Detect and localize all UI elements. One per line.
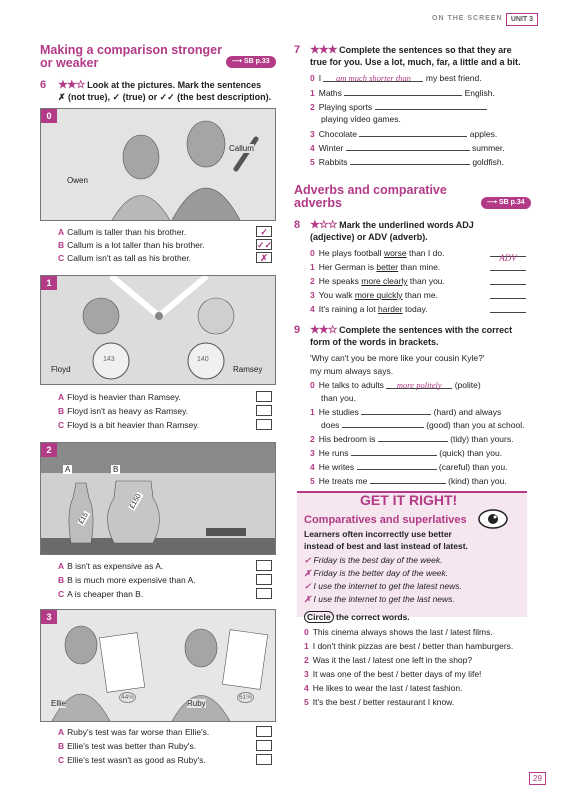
answer-checkbox[interactable]: ✓✓ xyxy=(257,240,273,250)
answer-checkbox[interactable] xyxy=(256,754,272,765)
exercise-item: 4 He writes (careful) than you. xyxy=(310,462,508,472)
option-row: B Ellie's test was better than Ruby's. xyxy=(58,741,197,751)
exercise-item: 5 It's the best / better restaurant I know. xyxy=(304,697,455,707)
exercise-item: 3 You walk more quickly than me. xyxy=(310,290,438,300)
exercise-item: 1 I don't think pizzas are best / better than hamburgers. xyxy=(304,641,514,651)
exercise-item: 1 He studies (hard) and always xyxy=(310,407,502,417)
option-row: C Floyd is a bit heavier than Ramsey. xyxy=(58,420,200,430)
eye-icon xyxy=(478,508,508,530)
example-sentence: ✗ I use the internet to get the last news. xyxy=(304,594,455,604)
panel-number: 1 xyxy=(41,276,57,290)
scale-reading: 143 xyxy=(103,356,115,363)
unit-label: UNIT 3 xyxy=(506,13,538,26)
section-title: Making a comparison stronger or weaker xyxy=(40,43,222,70)
section-title: Adverbs and comparative adverbs xyxy=(294,183,447,210)
option-row: A B isn't as expensive as A. xyxy=(58,561,164,571)
panel-number: 3 xyxy=(41,610,57,624)
section-header-label: ON THE SCREEN xyxy=(432,15,503,22)
answer-blank[interactable] xyxy=(350,156,470,165)
answer-blank[interactable] xyxy=(351,447,437,456)
answer-checkbox[interactable] xyxy=(256,726,272,737)
answer-checkbox[interactable]: ✗ xyxy=(256,252,272,263)
difficulty-stars: ★★☆ xyxy=(58,79,85,91)
picture-panel-1 xyxy=(40,275,276,385)
difficulty-stars: ★☆☆ xyxy=(310,219,337,231)
exercise-item-continued: does (good) than you at school. xyxy=(321,420,525,430)
box-subtitle: Comparatives and superlatives xyxy=(304,514,467,526)
question-number: 9 xyxy=(294,324,301,336)
exercise-item: 0 I am much shorter than my best friend. xyxy=(310,73,482,83)
item-label-a: A xyxy=(65,465,71,474)
sb-reference-badge[interactable]: ⟶ SB p.34 xyxy=(481,197,531,209)
test-score: 44% xyxy=(121,694,135,701)
answer-checkbox[interactable]: ✓ xyxy=(256,226,272,237)
exercise-item: 0 He talks to adults more politely (polite) xyxy=(310,380,481,390)
answer-checkbox[interactable] xyxy=(256,419,272,430)
exercise-item: 1 Her German is better than mine. xyxy=(310,262,441,272)
option-row: A Callum is taller than his brother. xyxy=(58,227,187,237)
exercise-item: 1 Maths English. xyxy=(310,88,495,98)
figure-label: Callum xyxy=(229,144,254,153)
panel-number: 2 xyxy=(41,443,57,457)
option-row: B Floyd isn't as heavy as Ramsey. xyxy=(58,406,189,416)
answer-blank[interactable] xyxy=(346,142,470,151)
example-sentence: ✗ Friday is the better day of the week. xyxy=(304,568,449,578)
answer-blank[interactable] xyxy=(375,101,487,110)
option-row: C Ellie's test wasn't as good as Ruby's. xyxy=(58,755,206,765)
example-sentence: ✓ Friday is the best day of the week. xyxy=(304,555,443,565)
exercise-item: 2 Playing sports xyxy=(310,101,487,113)
exercise-item: 3 It was one of the best / better days of my life! xyxy=(304,669,482,679)
vases-illustration xyxy=(41,443,276,555)
option-row: B B is much more expensive than A. xyxy=(58,575,196,585)
price-tag: £15 xyxy=(77,511,90,526)
answer-blank[interactable] xyxy=(342,419,424,428)
option-row: C A is cheaper than B. xyxy=(58,589,144,599)
exercise-item: 5 Rabbits goldfish. xyxy=(310,157,504,167)
answer-blank[interactable] xyxy=(490,262,526,271)
question-number: 6 xyxy=(40,79,47,91)
answer-checkbox[interactable] xyxy=(256,560,272,571)
answer-blank[interactable] xyxy=(344,87,462,96)
answer-blank[interactable] xyxy=(357,461,437,470)
exercise-item: 4 He likes to wear the last / latest fashion. xyxy=(304,683,463,693)
get-it-right-title: GET IT RIGHT! xyxy=(360,492,458,508)
page-number: 29 xyxy=(529,772,546,785)
exercise-item: 2 His bedroom is (tidy) than yours. xyxy=(310,434,514,444)
box-intro: Learners often incorrectly use better xyxy=(304,529,452,539)
option-row: A Ruby's test was far worse than Ellie's. xyxy=(58,727,210,737)
option-row: C Callum isn't as tall as his brother. xyxy=(58,253,192,263)
exercise-item: 0 He plays football worse than I do. xyxy=(310,248,445,258)
exercise-item: 2 Was it the last / latest one left in the shop? xyxy=(304,655,473,665)
figure-label: Ruby xyxy=(187,699,206,708)
answer-blank[interactable]: more politely xyxy=(386,380,452,389)
answer-checkbox[interactable] xyxy=(256,405,272,416)
dialogue-quote: my mum always says. xyxy=(310,366,394,376)
picture-panel-0 xyxy=(40,108,276,221)
price-tag: £150 xyxy=(128,493,143,510)
difficulty-stars: ★★☆ xyxy=(310,324,337,336)
answer-checkbox[interactable] xyxy=(256,574,272,585)
panel-number: 0 xyxy=(41,109,57,123)
answer-blank[interactable] xyxy=(490,304,526,313)
boys-illustration xyxy=(41,109,276,221)
sb-reference-badge[interactable]: ⟶ SB p.33 xyxy=(226,56,276,68)
answer-blank[interactable] xyxy=(490,290,526,299)
answer-blank[interactable] xyxy=(378,433,448,442)
answer-checkbox[interactable] xyxy=(256,588,272,599)
exercise-item: 3 He runs (quick) than you. xyxy=(310,448,503,458)
dialogue-quote: 'Why can't you be more like your cousin Kyle?' xyxy=(310,353,485,363)
picture-panel-2 xyxy=(40,442,276,555)
answer-blank[interactable] xyxy=(359,128,467,137)
exercise-item-continued: playing video games. xyxy=(321,114,401,124)
figure-label: Ellie xyxy=(51,699,67,708)
question-instruction: ★☆☆ Mark the underlined words ADJ (adjective) or ADV (adverb). xyxy=(310,219,474,242)
question-number: 8 xyxy=(294,219,301,231)
answer-blank[interactable]: ADV xyxy=(490,248,526,257)
item-label-b: B xyxy=(113,465,119,474)
answer-blank[interactable] xyxy=(361,406,431,415)
difficulty-stars: ★★★ xyxy=(310,44,337,56)
exercise-item: 0 This cinema always shows the last / latest films. xyxy=(304,627,493,637)
exercise-item-continued: than you. xyxy=(321,393,356,403)
scale-reading: 140 xyxy=(197,356,209,363)
exercise-item: 5 He treats me (kind) than you. xyxy=(310,476,507,486)
exercise-item: 3 Chocolate apples. xyxy=(310,129,498,139)
question-number: 7 xyxy=(294,44,301,56)
circle-instruction: Circle the correct words. xyxy=(304,612,410,623)
example-sentence: ✓ I use the internet to get the latest news. xyxy=(304,581,462,591)
question-instruction: ★★☆ Look at the pictures. Mark the sentences ✗ (not true), ✓ (true) or ✓✓ (the best description). xyxy=(58,79,272,102)
answer-checkbox[interactable] xyxy=(256,391,272,402)
option-row: A Floyd is heavier than Ramsey. xyxy=(58,392,181,402)
answer-blank[interactable] xyxy=(490,276,526,285)
answer-checkbox[interactable] xyxy=(256,740,272,751)
answer-blank[interactable]: am much shorter than xyxy=(323,73,423,82)
test-score: 61% xyxy=(239,694,253,701)
exercise-item: 2 He speaks more clearly than you. xyxy=(310,276,445,286)
exercise-item: 4 Winter summer. xyxy=(310,143,505,153)
figure-label: Ramsey xyxy=(233,365,263,374)
picture-panel-3 xyxy=(40,609,276,722)
figure-label: Floyd xyxy=(51,365,71,374)
answer-blank[interactable] xyxy=(370,475,446,484)
option-row: B Callum is a lot taller than his brother. xyxy=(58,240,205,250)
girls-illustration xyxy=(41,610,276,722)
question-instruction: ★★★ Complete the sentences so that they are true for you. Use a lot, much, far, a little and a bit. xyxy=(310,44,521,67)
exercise-item: 4 It's raining a lot harder today. xyxy=(310,304,428,314)
question-instruction: ★★☆ Complete the sentences with the correct form of the words in brackets. xyxy=(310,324,513,347)
figure-label: Owen xyxy=(67,176,88,185)
box-intro: instead of best and last instead of latest. xyxy=(304,541,468,551)
